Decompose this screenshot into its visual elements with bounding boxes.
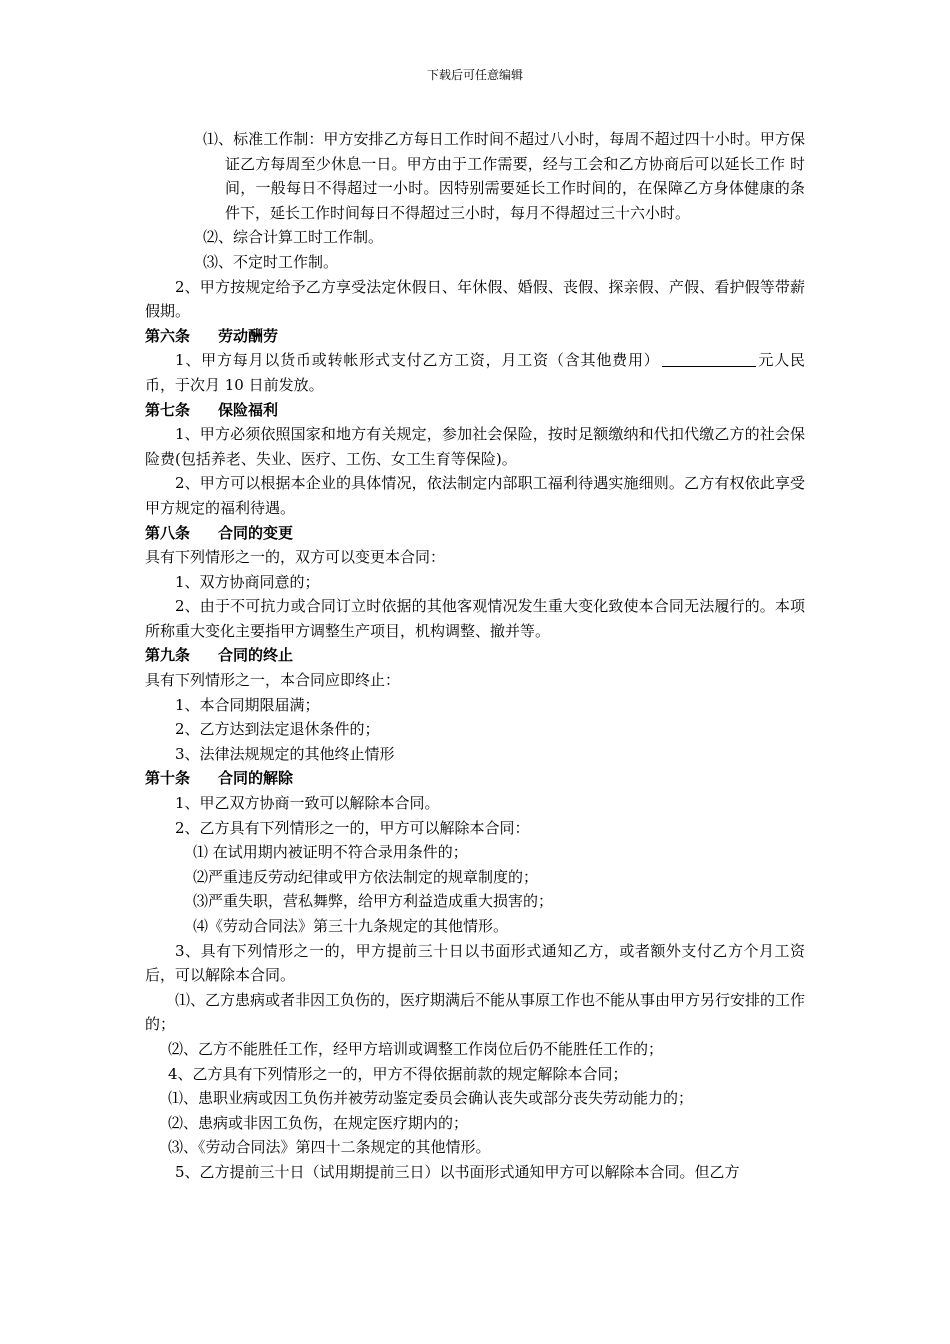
page-header: 下载后可任意编辑 — [426, 68, 523, 82]
clause-wage: 1、甲方每月以货币或转帐形式支付乙方工资，月工资（含其他费用） 元人民币，于次月 10 日前发放。 — [145, 351, 805, 394]
dissolution-item-4-sub-1: ⑴、患职业病或因工负伤并被劳动鉴定委员会确认丧失或部分丧失劳动能力的； — [168, 1089, 694, 1108]
dissolution-item-4-sub-2: ⑵、患病或非因工负伤，在规定医疗期内的； — [168, 1113, 469, 1132]
dissolution-sub-2: ⑵严重违反劳动纪律或甲方依法制定的规章制度的； — [193, 867, 539, 886]
article-6-title: 劳动酬劳 — [218, 326, 279, 345]
clause-welfare: 2、甲方可以根据本企业的具体情况，依法制定内部职工福利待遇实施细则。乙方有权依此享受甲方规定的福利待遇。 — [145, 474, 805, 517]
article-10-title: 合同的解除 — [218, 769, 294, 788]
change-item-2: 2、由于不可抗力或合同订立时依据的其他客观情况发生重大变化致使本合同无法履行的。本项所称重大变化主要指甲方调整生产项目，机构调整、撤并等。 — [145, 597, 805, 640]
article-9-title: 合同的终止 — [218, 646, 294, 665]
article-9-heading — [145, 643, 805, 668]
termination-intro: 具有下列情形之一，本合同应即终止： — [145, 671, 401, 690]
termination-item-2: 2、乙方达到法定退休条件的； — [175, 720, 380, 739]
dissolution-item-1: 1、甲乙双方协商一致可以解除本合同。 — [175, 794, 440, 813]
article-10-number: 第十条 — [145, 769, 191, 788]
document-body — [145, 127, 805, 1185]
dissolution-item-3-sub-1: ⑴、乙方患病或者非因工负伤的，医疗期满后不能从事原工作也不能从事由甲方另行安排的工作的； — [145, 990, 806, 1034]
change-item-1: 1、双方协商同意的； — [175, 572, 320, 591]
dissolution-sub-4: ⑷《劳动合同法》第三十九条规定的其他情形。 — [193, 917, 509, 935]
article-7-heading — [145, 398, 805, 423]
termination-item-3: 3、法律法规规定的其他终止情形 — [175, 744, 395, 763]
dissolution-item-3-sub-2: ⑵、乙方不能胜任工作，经甲方培训或调整工作岗位后仍不能胜任工作的； — [168, 1039, 664, 1058]
article-7-title: 保险福利 — [218, 400, 279, 419]
dissolution-sub-3: ⑶严重失职，营私舞弊，给甲方利益造成重大损害的； — [193, 892, 554, 911]
dissolution-item-5: 5、乙方提前三十日（试用期提前三日）以书面形式通知甲方可以解除本合同。但乙方 — [175, 1162, 740, 1181]
clause-combined-hours: ⑵、综合计算工时工作制。 — [203, 228, 384, 247]
clause-flexible-hours: ⑶、不定时工作制。 — [203, 252, 339, 271]
article-6-number: 第六条 — [145, 326, 191, 345]
article-7-number: 第七条 — [145, 400, 191, 419]
dissolution-item-4-sub-3: ⑶、《劳动合同法》第四十二条规定的其他情形。 — [168, 1138, 491, 1157]
dissolution-item-4: 4、乙方具有下列情形之一的，甲方不得依据前款的规定解除本合同； — [168, 1064, 628, 1083]
clause-paid-leave: 2、甲方按规定给予乙方享受法定休假日、年休假、婚假、丧假、探亲假、产假、看护假等带薪假期。 — [145, 277, 805, 321]
dissolution-item-3: 3、具有下列情形之一的，甲方提前三十日以书面形式通知乙方，或者额外支付乙方个月工资后，可以解除本合同。 — [145, 941, 805, 985]
clause-standard-hours: ⑴、标准工作制：甲方安排乙方每日工作时间不超过八小时，每周不超过四十小时。甲方保证乙方每周至少休息一日。甲方由于工作需要，经与工会和乙方协商后可以延长工作 时间，一般每日不得超过一小时。因特别需要延长工作时间的，在保障乙方身体健康的条件下，延长工作时间每日不得超过三小时，每月不得超过三十六小时。 — [203, 130, 805, 222]
clause-social-insurance: 1、甲方必须依照国家和地方有关规定，参加社会保险，按时足额缴纳和代扣代缴乙方的社会保险费(包括养老、失业、医疗、工伤、女工生育等保险)。 — [145, 425, 805, 468]
article-8-number: 第八条 — [145, 523, 191, 542]
article-8-heading — [145, 521, 805, 546]
article-9-number: 第九条 — [145, 646, 191, 665]
article-10-heading — [145, 766, 805, 791]
termination-item-1: 1、本合同期限届满； — [175, 695, 320, 714]
wage-blank-line — [662, 351, 756, 367]
dissolution-item-2: 2、乙方具有下列情形之一的，甲方可以解除本合同： — [175, 818, 530, 837]
article-6-heading — [145, 324, 805, 349]
dissolution-sub-1: ⑴ 在试用期内被证明不符合录用条件的； — [193, 843, 468, 862]
change-intro: 具有下列情形之一的，双方可以变更本合同： — [145, 548, 446, 567]
article-8-title: 合同的变更 — [218, 523, 294, 542]
